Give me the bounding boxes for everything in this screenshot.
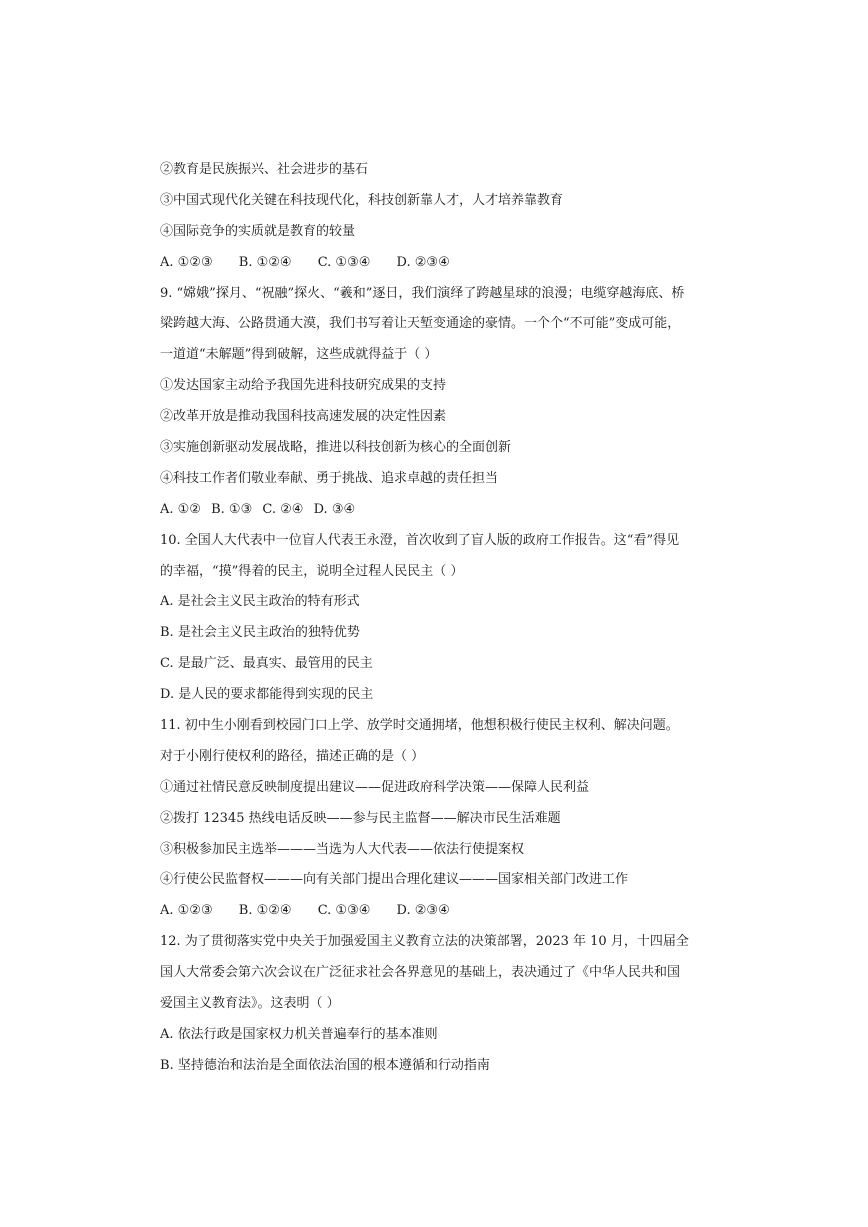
q9-option-a: A. ①② [160,501,201,517]
q8-statement-4: ④国际竞争的实质就是教育的较量 [160,223,356,239]
q10-option-a: A. 是社会主义民主政治的特有形式 [160,594,360,610]
q9-statement-1: ①发达国家主动给予我国先进科技研究成果的支持 [160,378,447,394]
q9-stem-line-2: 梁跨越大海、公路贯通大漠，我们书写着让天堑变通途的豪情。一个个“不可能”变成可能， [160,316,681,332]
q12-option-a: A. 依法行政是国家权力机关普遍奉行的基本准则 [160,1026,438,1042]
q11-option-a: A. ①②③ [160,903,213,919]
q12-stem-line-1: 12. 为了贯彻落实党中央关于加强爱国主义教育立法的决策部署，2023 年 10 月，十四届全 [160,934,689,950]
q11-statement-2: ②拨打 12345 热线电话反映——参与民主监督——解决市民生活难题 [160,810,561,826]
q11-options [160,899,720,930]
q8-options [160,251,720,282]
q8-statement-2: ②教育是民族振兴、社会进步的基石 [160,162,369,177]
q9-options [160,498,720,529]
q9-statement-2: ②改革开放是推动我国科技高速发展的决定性因素 [160,409,447,425]
q9-stem-line-3: 一道道“未解题”得到破解，这些成就得益于（ ） [160,347,438,363]
q8-option-d: D. ②③④ [396,254,450,270]
q9-statement-4: ④科技工作者们敬业奉献、勇于挑战、追求卓越的责任担当 [160,470,499,486]
q12-stem-line-3: 爱国主义教育法》。这表明（ ） [160,996,340,1012]
q9-stem-line-1: 9. “嫦娥”探月、“祝融”探火、“羲和”逐日，我们演绎了跨越星球的浪漫；电缆穿越海底、桥 [160,285,685,301]
q11-option-b: B. ①②④ [238,903,292,919]
q11-statement-1: ①通过社情民意反映制度提出建议——促进政府科学决策——保障人民利益 [160,779,590,795]
q11-option-d: D. ②③④ [396,903,450,919]
q12-stem-line-2: 国人大常委会第六次会议在广泛征求社会各界意见的基础上，表决通过了《中华人民共和国 [160,965,681,981]
q8-option-b: B. ①②④ [238,254,292,270]
q11-stem-line-1: 11. 初中生小刚看到校园门口上学、放学时交通拥堵，他想积极行使民主权利、解决问题。 [160,718,679,734]
q9-option-b: B. ①③ [211,501,253,517]
q10-stem-line-1: 10. 全国人大代表中一位盲人代表王永澄，首次收到了盲人版的政府工作报告。这“看”得见 [160,532,680,548]
q12-option-b: B. 坚持德治和法治是全面依法治国的根本遵循和行动指南 [160,1057,490,1073]
q8-option-a: A. ①②③ [160,254,213,270]
q10-option-c: C. 是最广泛、最真实、最管用的民主 [160,656,373,672]
q8-statement-3: ③中国式现代化关键在科技现代化，科技创新靠人才，人才培养靠教育 [160,192,564,208]
q9-option-c: C. ②④ [262,501,304,517]
q11-statement-4: ④行使公民监督权———向有关部门提出合理化建议———国家相关部门改进工作 [160,872,629,888]
q11-option-c: C. ①③④ [317,903,371,919]
q10-option-d: D. 是人民的要求都能得到实现的民主 [160,687,374,703]
q10-stem-line-2: 的幸福，“摸”得着的民主，说明全过程人民民主（ ） [160,563,464,579]
q9-statement-3: ③实施创新驱动发展战略，推进以科技创新为核心的全面创新 [160,440,512,456]
q11-statement-3: ③积极参加民主选举———当选为人大代表——依法行使提案权 [160,841,525,857]
q8-option-c: C. ①③④ [317,254,371,270]
page-content [160,158,720,1085]
q9-option-d: D. ③④ [313,501,356,517]
q11-stem-line-2: 对于小刚行使权利的路径，描述正确的是（ ） [160,748,425,764]
q10-option-b: B. 是社会主义民主政治的独特优势 [160,625,360,641]
